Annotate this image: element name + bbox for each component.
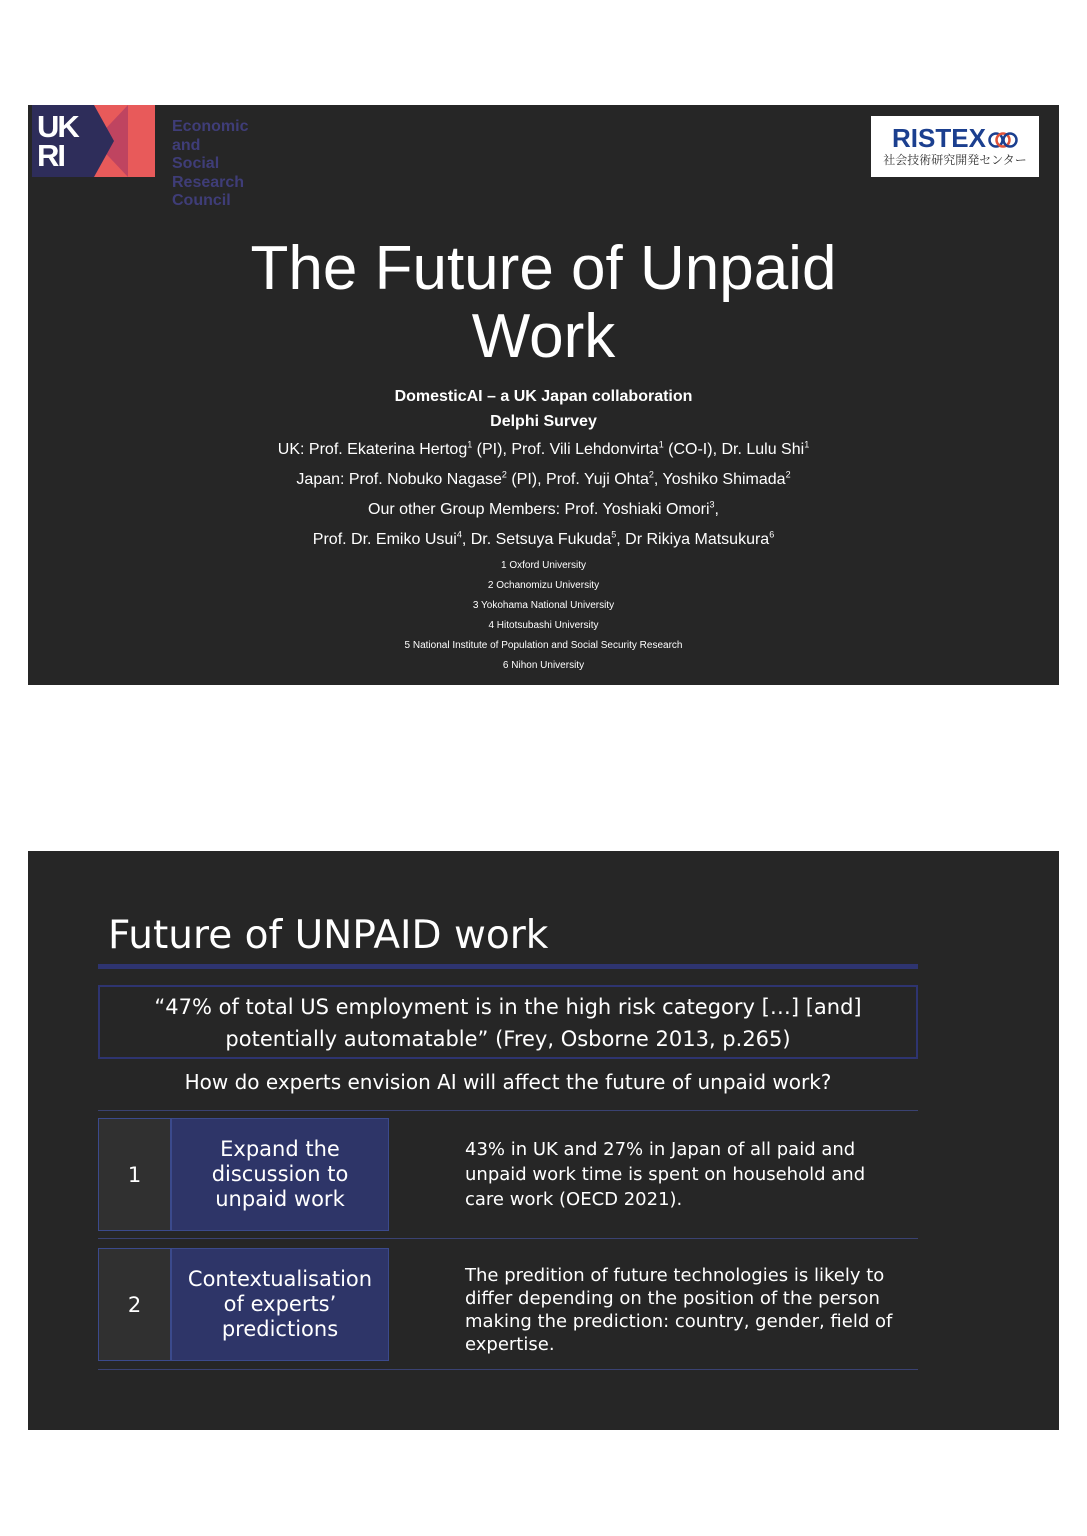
research-question: How do experts envision AI will affect the future of unpaid work? — [184, 1070, 832, 1094]
ristex-rings-icon — [988, 130, 1018, 150]
affiliations-list — [28, 556, 1059, 676]
item-description-2: The predition of future technologies is likely to differ depending on the position of the person making the prediction: country, gender, field of expertise. — [465, 1265, 893, 1355]
affiliation: 1 Oxford University — [500, 560, 587, 571]
esrc-line: Economic — [172, 118, 249, 135]
affiliation: 5 National Institute of Population and Social Security Research — [404, 640, 683, 651]
group-members-line2: Prof. Dr. Emiko Usui$^4$, Dr. Setsuya Fukuda$^5$, Dr Rikiya Matsukura$^6$ — [312, 529, 775, 548]
authors-japan: Japan: Prof. Nobuko Nagase$^2$ (PI), Prof. Yuji Ohta$^2$, Yoshiko Shimada$^2$ — [296, 469, 791, 488]
ukri-mark: UK RI — [32, 105, 94, 177]
quote-line: potentially automatable” (Frey, Osborne 2013, p.265) — [225, 1027, 791, 1051]
survey-subtitle: Delphi Survey — [490, 413, 597, 430]
slide-title: The Future of Unpaid Work — [250, 234, 837, 371]
esrc-line: and Social — [172, 136, 220, 172]
authors-block — [28, 435, 1059, 555]
esrc-logo-text — [172, 118, 248, 211]
ukri-logo — [32, 105, 249, 209]
divider — [98, 1369, 918, 1370]
subtitle-block — [28, 384, 1059, 434]
affiliation: 3 Yokohama National University — [472, 600, 615, 611]
authors-uk: UK: Prof. Ekaterina Hertog$^1$ (PI), Prof. Vili Lehdonvirta$^1$ (CO-I), Dr. Lulu Shi$^1$ — [277, 439, 810, 458]
title-slide — [28, 105, 1059, 685]
item-card-1 — [98, 1118, 389, 1231]
affiliation: 2 Ochanomizu University — [487, 580, 600, 591]
title-emphasis: UNPAID — [294, 913, 442, 958]
esrc-line: Research Council — [172, 173, 245, 209]
affiliation: 4 Hitotsubashi University — [488, 620, 599, 631]
affiliation: 6 Nihon University — [502, 660, 585, 671]
title-underline — [98, 964, 918, 969]
item-label: Expand the discussion to unpaid work — [172, 1119, 388, 1230]
quote-line: “47% of total US employment is in the high risk category […] [and] — [154, 995, 862, 1019]
item-card-2 — [98, 1248, 389, 1361]
item-label: Contextualisation of experts’ predictions — [172, 1249, 388, 1360]
slide-title: Future of UNPAID work — [108, 913, 549, 958]
ukri-chevron-icon — [94, 105, 155, 177]
ristex-logo — [871, 116, 1039, 177]
divider — [98, 1110, 918, 1111]
quote-box — [98, 985, 918, 1059]
ristex-wordmark: RISTEX — [892, 123, 986, 153]
item-number: 1 — [99, 1119, 172, 1230]
project-subtitle: DomesticAI – a UK Japan collaboration — [394, 388, 693, 405]
ristex-subtitle: 社会技術研究開発センター — [883, 153, 1027, 167]
content-slide — [28, 851, 1059, 1430]
item-description-1: 43% in UK and 27% in Japan of all paid and unpaid work time is spent on household and care work (OECD 2021). — [465, 1139, 866, 1210]
divider — [98, 1238, 918, 1239]
group-members-line1: Our other Group Members: Prof. Yoshiaki Omori$^3$, — [368, 499, 719, 518]
item-number: 2 — [99, 1249, 172, 1360]
